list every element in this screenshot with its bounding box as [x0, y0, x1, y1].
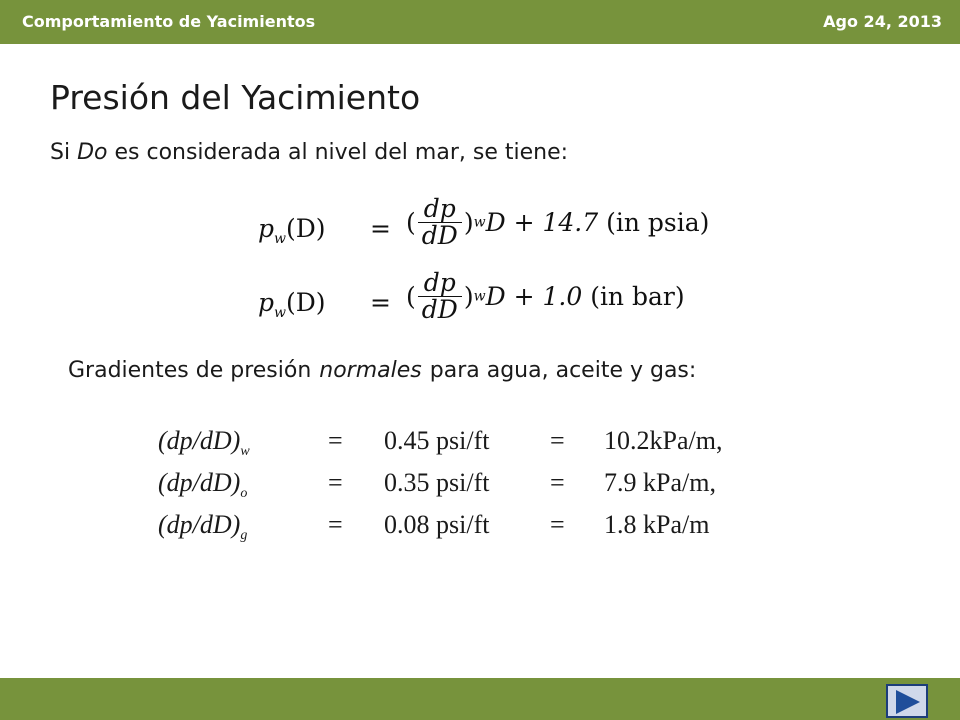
- gradient-sub: w: [240, 444, 250, 460]
- slide-subtitle: [50, 140, 568, 165]
- eq1-fraction: [418, 196, 462, 249]
- eq1-tail: D + 14.7: [485, 208, 599, 237]
- eq2-lhs-sub: w: [274, 305, 286, 321]
- gradient-equals-2: =: [550, 510, 565, 539]
- eq2-tail: D + 1.0: [485, 282, 583, 311]
- eq2-sub: w: [473, 288, 486, 305]
- gradient-psi: 0.35 psi/ft: [384, 468, 490, 497]
- eq2-lhs: p: [258, 288, 275, 317]
- header-bar: [0, 0, 960, 44]
- gradient-kpa: 7.9 kPa/m,: [604, 468, 716, 497]
- gradient-lhs: [158, 426, 250, 460]
- eq1-lhs: p: [258, 214, 275, 243]
- slide-title: Presión del Yacimiento: [50, 78, 421, 117]
- gradient-lhs: [158, 510, 247, 544]
- equation-psia: $p_w(D)$ = ( $\frac{dp}{dD}$ )wD + 14.7 (in psia): [258, 194, 710, 250]
- subtitle-text-post: es considerada al nivel del mar, se tiene:: [107, 140, 569, 165]
- eq1-lhs-sub: w: [274, 231, 286, 247]
- gradients-caption: [68, 358, 696, 383]
- eq1-lhs-arg: (D): [286, 214, 326, 243]
- gradient-sub: o: [240, 486, 248, 502]
- course-title: Comportamiento de Yacimientos: [22, 12, 316, 31]
- gradient-equals: =: [328, 510, 343, 539]
- eq2-lhs-arg: (D): [286, 288, 326, 317]
- next-slide-button[interactable]: [886, 684, 928, 718]
- gradient-equals: =: [328, 426, 343, 455]
- gradients-text-em: normales: [319, 358, 422, 383]
- eq2-fraction: [418, 270, 462, 323]
- subtitle-text-pre: Si: [50, 140, 78, 165]
- gradient-equals-2: =: [550, 426, 565, 455]
- eq1-num: dp: [418, 196, 462, 223]
- gradient-equals: =: [328, 468, 343, 497]
- eq1-unit: (in psia): [606, 208, 710, 237]
- gradient-sub: g: [240, 528, 248, 544]
- gradients-text-pre: Gradientes de presión: [68, 358, 312, 383]
- gradient-lhs-text: (dp/dD): [158, 510, 241, 539]
- eq2-unit: (in bar): [590, 282, 685, 311]
- eq1-sub: w: [473, 214, 486, 231]
- header-date: Ago 24, 2013: [823, 12, 942, 31]
- next-arrow-icon: [892, 689, 922, 715]
- eq2-equals: =: [370, 288, 391, 317]
- equation-bar: $p_w(D)$ = ( $\frac{dp}{dD}$ )wD + 1.0 (in bar): [258, 268, 685, 324]
- eq2-num: dp: [418, 270, 462, 297]
- gradients-text-post: para agua, aceite y gas:: [429, 358, 697, 383]
- gradient-psi: 0.45 psi/ft: [384, 426, 490, 455]
- gradient-equals-2: =: [550, 468, 565, 497]
- gradient-kpa: 10.2kPa/m,: [604, 426, 723, 455]
- gradient-lhs: [158, 468, 247, 502]
- gradient-kpa: 1.8 kPa/m: [604, 510, 710, 539]
- gradient-lhs-text: (dp/dD): [158, 468, 241, 497]
- footer-bar: [0, 678, 960, 720]
- subtitle-text-em: Do: [77, 140, 108, 165]
- gradient-psi: 0.08 psi/ft: [384, 510, 490, 539]
- eq1-den: dD: [421, 221, 458, 250]
- eq1-equals: =: [370, 214, 391, 243]
- gradient-lhs-text: (dp/dD): [158, 426, 241, 455]
- eq2-den: dD: [421, 295, 458, 324]
